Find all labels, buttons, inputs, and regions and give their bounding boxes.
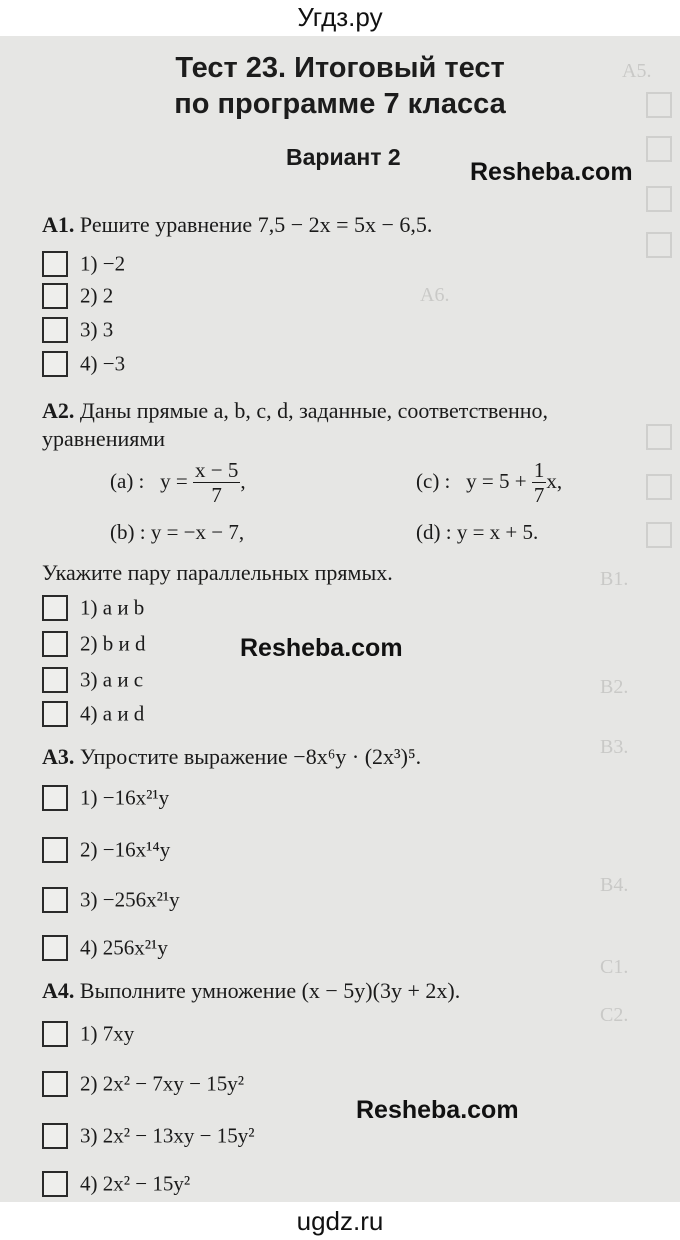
a3-option-4[interactable]	[42, 934, 168, 960]
option-label: 4) a и d	[80, 701, 145, 726]
checkbox[interactable]	[42, 887, 68, 913]
a1-option-3[interactable]	[42, 316, 113, 342]
option-label: 2) 2	[80, 283, 114, 308]
question-number: А1.	[42, 212, 75, 237]
option-label: 4) −3	[80, 351, 126, 376]
fraction	[193, 460, 240, 506]
question-text: Решите уравнение 7,5 − 2x = 5x − 6,5.	[79, 212, 433, 237]
a1-option-4[interactable]	[42, 350, 125, 376]
checkbox[interactable]	[42, 935, 68, 961]
variant-label: Вариант 2	[286, 144, 401, 170]
equation-d: (d) : y = x + 5.	[416, 520, 539, 544]
equation-c	[416, 460, 562, 506]
checkbox[interactable]	[42, 1123, 68, 1149]
test-title-line1: Тест 23. Итоговый тест	[175, 52, 505, 84]
test-title-line2: по программе 7 класса	[174, 88, 506, 120]
a3-option-3[interactable]	[42, 886, 180, 912]
line-name: (a) :	[110, 468, 145, 493]
a1-option-2[interactable]	[42, 282, 113, 308]
question-text: Упростите выражение −8x⁶y · (2x³)⁵.	[79, 744, 422, 769]
question-a2	[42, 398, 548, 424]
site-header: Угдз.ру	[0, 0, 680, 36]
question-number: А2.	[42, 398, 75, 423]
checkbox[interactable]	[42, 251, 68, 277]
site-footer: ugdz.ru	[0, 1202, 680, 1240]
checkbox[interactable]	[42, 283, 68, 309]
fraction	[532, 460, 547, 506]
watermark-bottom: Resheba.com	[356, 1096, 519, 1124]
question-a4	[42, 978, 460, 1004]
equation-lhs: y = 5 +	[466, 468, 527, 493]
checkbox[interactable]	[42, 785, 68, 811]
a3-option-2[interactable]	[42, 836, 170, 862]
option-label: 3) 3	[80, 317, 114, 342]
question-a2-cont: уравнениями	[42, 426, 166, 451]
a2-option-2[interactable]	[42, 630, 145, 656]
a4-option-2[interactable]	[42, 1070, 244, 1096]
option-label: 3) 2x² − 13xy − 15y²	[80, 1123, 255, 1148]
line-name: (c) :	[416, 468, 451, 493]
denominator: 7	[533, 483, 545, 507]
option-label: 1) −2	[80, 251, 126, 276]
option-label: 1) −16x²¹y	[80, 785, 170, 810]
watermark-top: Resheba.com	[470, 158, 633, 186]
checkbox[interactable]	[42, 595, 68, 621]
worksheet-page: А5. А6. В1. В2. В3. В4. С1. С2. Тест 23. Итоговый тест по программе 7 класса Вариант 2 Resheba.com А1. Решите уравнение 7,5 − 2x = 5x − 6,5. 1) −2 2) 2 3) 3 4) −3 А2. Даны прямые a, b, c, d, заданные, соответственно, уравнениями (a) : y = $\frac{x - 5}{7}$ , (c) : y = 5 + $\frac{1}{7}$ x, (b) : y = −x − 7, (d) : y = x + 5. Укажите пару параллельных прямых. 1) a и b 2) b и d 3) a и c 4) a и d Resheba.com А3. Упростите выражение −8x⁶y · (2x³)⁵. 1) −16x²¹y 2) −16x¹⁴y 3) −256x²¹y 4) 256x²¹y А4. Выполните умножение (x − 5y)(3y + 2x). 1) 7xy 2) 2x² − 7xy − 15y² 3) 2x² − 13xy − 15y² 4) 2x² − 15y² Resheba.com	[0, 36, 680, 1202]
option-label: 3) a и c	[80, 667, 144, 692]
question-a1	[42, 212, 432, 238]
numerator: x − 5	[195, 458, 239, 482]
question-number: А3.	[42, 744, 75, 769]
equation-tail: ,	[240, 468, 246, 493]
question-a2-prompt: Укажите пару параллельных прямых.	[42, 560, 393, 585]
numerator: 1	[533, 458, 545, 482]
a2-option-3[interactable]	[42, 666, 143, 692]
question-text: Даны прямые a, b, c, d, заданные, соответственно,	[79, 398, 549, 423]
a4-option-4[interactable]	[42, 1170, 190, 1196]
a2-option-1[interactable]	[42, 594, 144, 620]
option-label: 4) 256x²¹y	[80, 935, 168, 960]
equation-lhs: y =	[160, 468, 188, 493]
a2-option-4[interactable]	[42, 700, 144, 726]
a4-option-1[interactable]	[42, 1020, 134, 1046]
checkbox[interactable]	[42, 837, 68, 863]
option-label: 1) a и b	[80, 595, 145, 620]
option-label: 2) 2x² − 7xy − 15y²	[80, 1071, 245, 1096]
watermark-middle: Resheba.com	[240, 634, 403, 662]
equation-tail: x,	[546, 468, 563, 493]
a3-option-1[interactable]	[42, 784, 169, 810]
checkbox[interactable]	[42, 631, 68, 657]
checkbox[interactable]	[42, 317, 68, 343]
a1-option-1[interactable]	[42, 250, 125, 276]
option-label: 2) −16x¹⁴y	[80, 837, 171, 862]
option-label: 1) 7xy	[80, 1021, 135, 1046]
question-number: А4.	[42, 978, 75, 1003]
equation-b: (b) : y = −x − 7,	[110, 520, 245, 544]
question-text: Выполните умножение (x − 5y)(3y + 2x).	[79, 978, 461, 1003]
checkbox[interactable]	[42, 351, 68, 377]
checkbox[interactable]	[42, 1021, 68, 1047]
checkbox[interactable]	[42, 667, 68, 693]
a4-option-3[interactable]	[42, 1122, 255, 1148]
question-a3	[42, 744, 421, 770]
option-label: 3) −256x²¹y	[80, 887, 180, 912]
option-label: 2) b и d	[80, 631, 146, 656]
option-label: 4) 2x² − 15y²	[80, 1171, 191, 1196]
denominator: 7	[211, 483, 222, 507]
checkbox[interactable]	[42, 1171, 68, 1197]
checkbox[interactable]	[42, 701, 68, 727]
checkbox[interactable]	[42, 1071, 68, 1097]
equation-a	[110, 460, 246, 506]
